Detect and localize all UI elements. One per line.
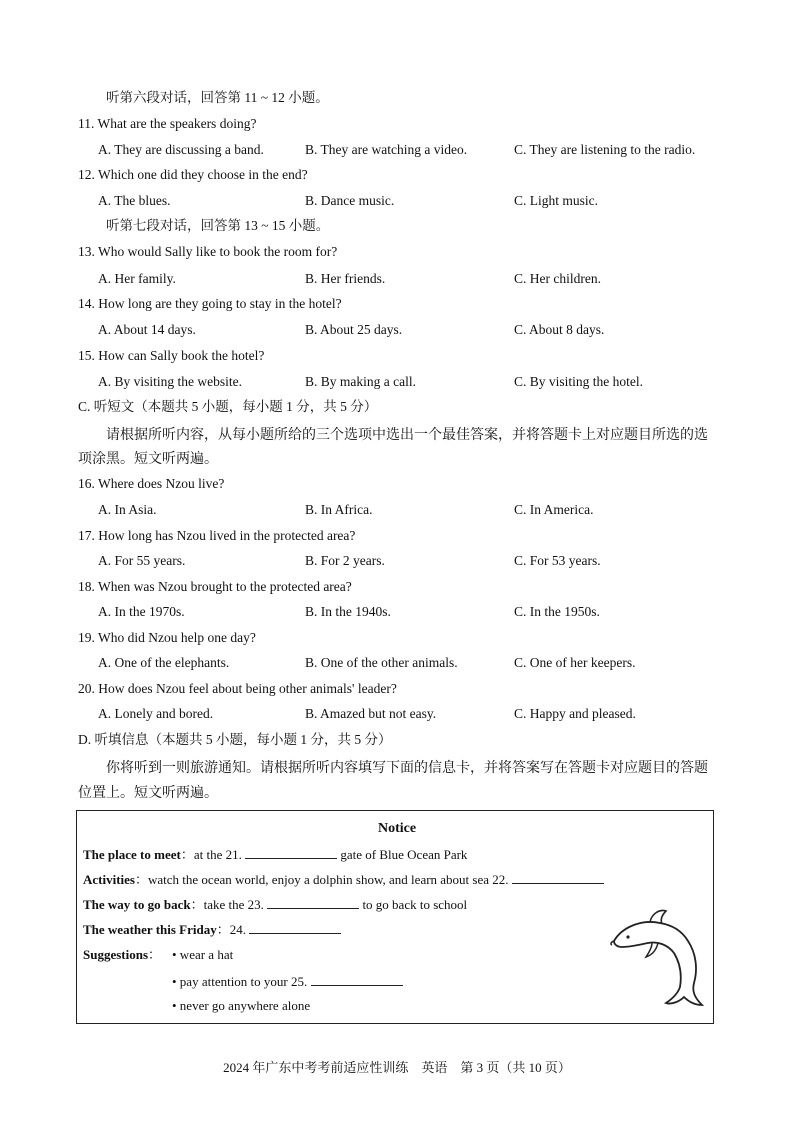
notice-row-weather: The weather this Friday：24. <box>83 920 341 939</box>
activities-text: watch the ocean world, enjoy a dolphin show, and learn about sea 22. <box>148 872 509 887</box>
q12-option-a: A. The blues. <box>98 193 171 208</box>
suggestion-1: • wear a hat <box>172 947 234 962</box>
question-19: 19. Who did Nzou help one day? <box>78 630 256 645</box>
suggestion-2-text: • pay attention to your 25. <box>172 974 308 989</box>
dolphin-icon <box>608 905 712 1013</box>
notice-row-way-back: The way to go back：take the 23. to go back to school <box>83 897 468 912</box>
way-back-label: The way to go back <box>83 897 191 912</box>
question-15: 15. How can Sally book the hotel? <box>78 348 265 363</box>
place-label: The place to meet <box>83 847 181 862</box>
answer-blank-21[interactable] <box>245 845 337 859</box>
question-16: 16. Where does Nzou live? <box>78 476 225 491</box>
place-suffix: gate of Blue Ocean Park <box>340 847 468 862</box>
q18-option-b: B. In the 1940s. <box>305 604 391 619</box>
question-12: 12. Which one did they choose in the end? <box>78 167 308 182</box>
q14-option-a: A. About 14 days. <box>98 322 196 337</box>
question-13: 13. Who would Sally like to book the room for? <box>78 244 338 259</box>
q19-option-c: C. One of her keepers. <box>514 655 636 670</box>
answer-blank-24[interactable] <box>249 920 341 934</box>
q18-option-a: A. In the 1970s. <box>98 604 185 619</box>
notice-title: Notice <box>377 821 417 836</box>
suggestions-label: Suggestions <box>83 947 149 962</box>
q20-option-a: A. Lonely and bored. <box>98 706 214 721</box>
question-17: 17. How long has Nzou lived in the protected area? <box>78 528 356 543</box>
q17-option-c: C. For 53 years. <box>514 553 601 568</box>
q12-option-b: B. Dance music. <box>305 193 395 208</box>
way-back-prefix: take the 23. <box>203 897 264 912</box>
section-b-part6-heading: 听第六段对话，回答第 11 ~ 12 小题。 <box>106 90 329 105</box>
q15-option-a: A. By visiting the website. <box>98 374 242 389</box>
answer-blank-25[interactable] <box>311 972 403 986</box>
page-footer: 2024 年广东中考考前适应性训练 英语 第 3 页（共 10 页） <box>223 1060 571 1075</box>
section-c-title: C. 听短文（本题共 5 小题，每小题 1 分，共 5 分） <box>78 399 378 414</box>
weather-prefix: 24. <box>229 922 246 937</box>
q11-option-c: C. They are listening to the radio. <box>514 142 696 157</box>
answer-blank-22[interactable] <box>512 870 604 884</box>
q16-option-a: A. In Asia. <box>98 502 157 517</box>
activities-label: Activities <box>83 872 135 887</box>
q20-option-c: C. Happy and pleased. <box>514 706 636 721</box>
q11-option-a: A. They are discussing a band. <box>98 142 264 157</box>
question-18: 18. When was Nzou brought to the protected area? <box>78 579 352 594</box>
notice-row-suggestions: Suggestions： <box>83 947 162 962</box>
section-d-title: D. 听填信息（本题共 5 小题，每小题 1 分，共 5 分） <box>78 732 392 747</box>
place-prefix: at the 21. <box>193 847 242 862</box>
suggestion-2 <box>172 972 403 991</box>
q16-option-c: C. In America. <box>514 502 594 517</box>
question-20: 20. How does Nzou feel about being other animals' leader? <box>78 681 397 696</box>
weather-label: The weather this Friday <box>83 922 217 937</box>
q14-option-b: B. About 25 days. <box>305 322 403 337</box>
q13-option-a: A. Her family. <box>98 271 176 286</box>
q18-option-c: C. In the 1950s. <box>514 604 600 619</box>
q19-option-b: B. One of the other animals. <box>305 655 458 670</box>
question-11: 11. What are the speakers doing? <box>78 116 257 131</box>
section-b-part7-heading: 听第七段对话，回答第 13 ~ 15 小题。 <box>106 218 330 233</box>
notice-row-place: The place to meet：at the 21. gate of Blue Ocean Park <box>83 847 468 862</box>
answer-blank-23[interactable] <box>267 895 359 909</box>
q13-option-b: B. Her friends. <box>305 271 386 286</box>
q19-option-a: A. One of the elephants. <box>98 655 230 670</box>
section-c-instruction: 请根据所听内容，从每小题所给的三个选项中选出一个最佳答案，并将答题卡上对应题目所选的选项涂黑。短文听两遍。 <box>78 428 708 467</box>
section-d-instruction: 你将听到一则旅游通知。请根据所听内容填写下面的信息卡，并将答案写在答题卡对应题目的答题位置上。短文听两遍。 <box>78 761 708 801</box>
q17-option-a: A. For 55 years. <box>98 553 186 568</box>
q13-option-c: C. Her children. <box>514 271 601 286</box>
q20-option-b: B. Amazed but not easy. <box>305 706 437 721</box>
q11-option-b: B. They are watching a video. <box>305 142 468 157</box>
q15-option-c: C. By visiting the hotel. <box>514 374 644 389</box>
question-14: 14. How long are they going to stay in the hotel? <box>78 296 342 311</box>
q15-option-b: B. By making a call. <box>305 374 416 389</box>
q17-option-b: B. For 2 years. <box>305 553 385 568</box>
way-back-suffix: to go back to school <box>362 897 468 912</box>
q14-option-c: C. About 8 days. <box>514 322 605 337</box>
notice-row-activities: Activities：watch the ocean world, enjoy a dolphin show, and learn about sea 22. <box>83 870 604 889</box>
suggestion-3: • never go anywhere alone <box>172 998 311 1013</box>
q16-option-b: B. In Africa. <box>305 502 373 517</box>
q12-option-c: C. Light music. <box>514 193 598 208</box>
